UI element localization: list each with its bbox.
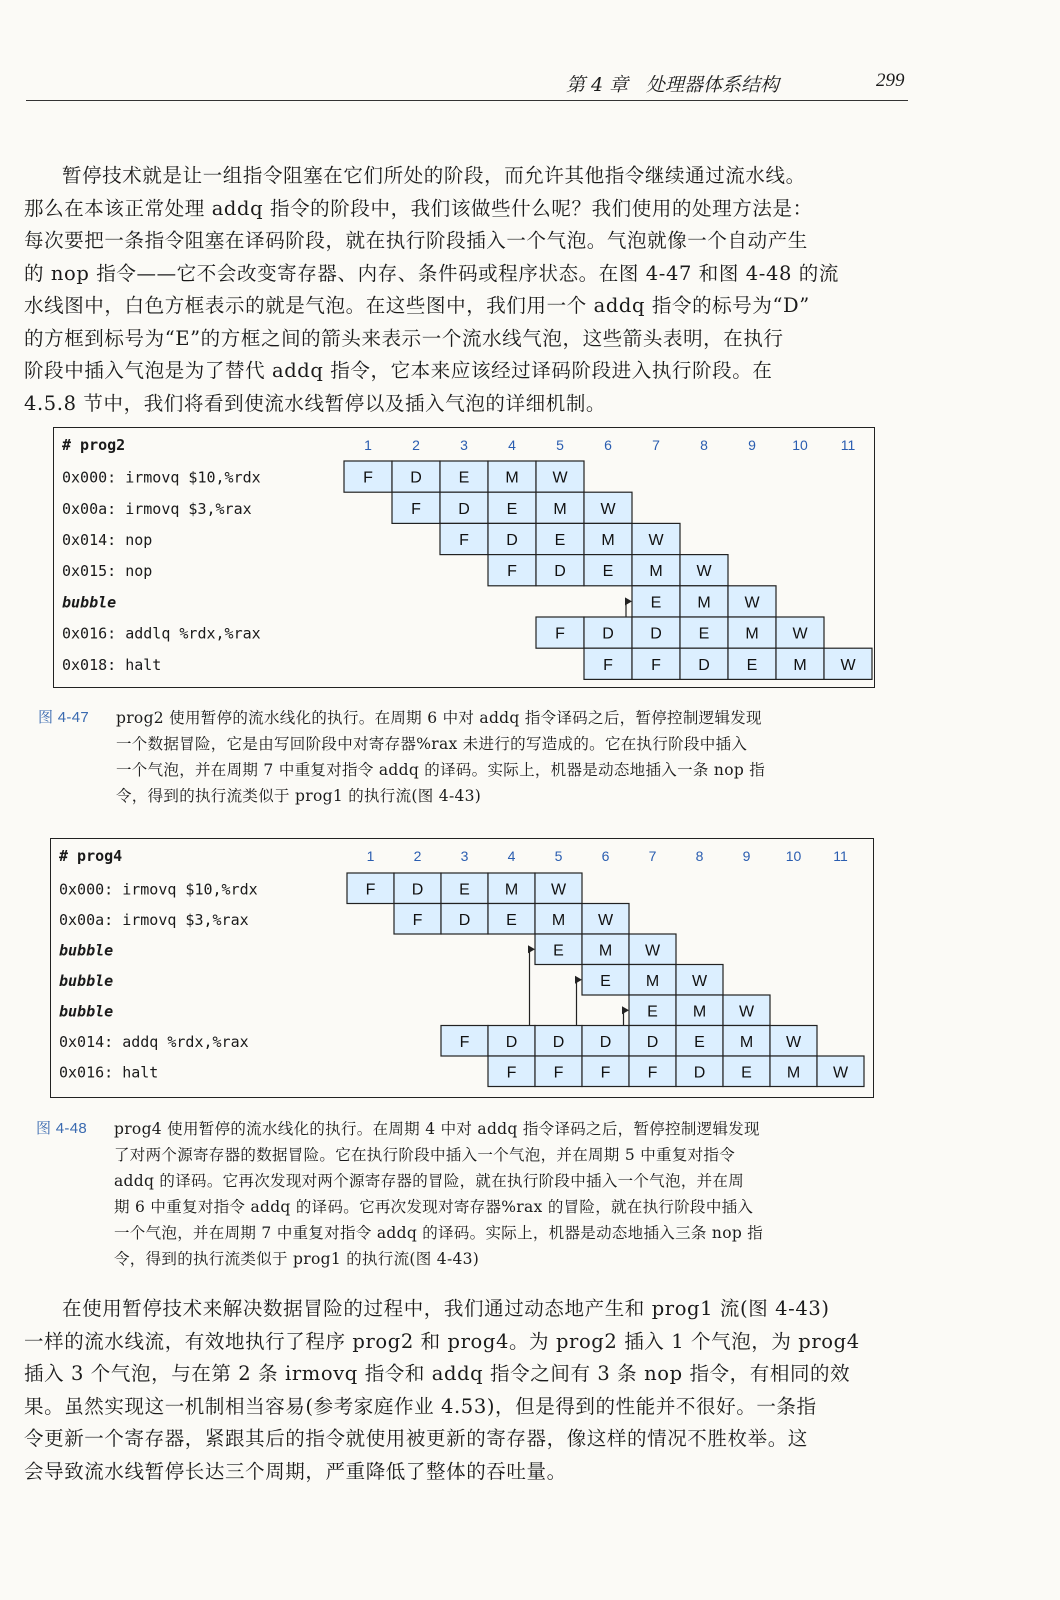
pipeline-stage-label: M xyxy=(793,656,807,674)
cycle-number: 4 xyxy=(508,437,516,453)
cycle-number: 9 xyxy=(748,437,756,453)
pipeline-stage-label: M xyxy=(598,942,613,960)
cycle-number: 5 xyxy=(556,437,564,453)
instruction-code: 0x000: irmovq $10,%rdx xyxy=(62,468,261,487)
cycle-number: 10 xyxy=(792,437,808,453)
pipeline-stage-label: E xyxy=(459,881,470,899)
caption-line: 期 6 中重复对指令 addq 的译码。它再次发现对寄存器%rax 的冒险，就在执行阶段中插入 xyxy=(114,1198,754,1216)
pipeline-stage-label: M xyxy=(505,469,519,487)
pipeline-stage-label: W xyxy=(648,532,664,549)
bubble-arrow xyxy=(625,597,632,617)
program-title: # prog4 xyxy=(59,847,123,865)
pipeline-stage-label: E xyxy=(741,1064,752,1082)
cycle-number: 3 xyxy=(460,848,469,864)
pipeline-stage-label: F xyxy=(459,532,469,549)
pipeline-stage-label: D xyxy=(458,911,471,929)
text-line: 一样的流水线流，有效地执行了程序 prog2 和 prog4。为 prog2 插入 1 个气泡，为 prog4 xyxy=(24,1329,860,1353)
instruction-code: 0x018: halt xyxy=(62,655,162,674)
cycle-number: 3 xyxy=(460,437,468,453)
bubble-arrow xyxy=(622,1006,629,1025)
text-line: 在使用暂停技术来解决数据冒险的过程中，我们通过动态地产生和 prog1 流(图 4-43) xyxy=(62,1297,830,1320)
pipeline-stage-label: F xyxy=(507,563,517,581)
pipeline-stage-label: W xyxy=(550,881,567,899)
pipeline-stage-label: E xyxy=(600,972,611,990)
pipeline-stage-label: F xyxy=(411,500,421,518)
text-line: 会导致流水线暂停长达三个周期，严重降低了整体的吞吐量。 xyxy=(24,1459,567,1483)
pipeline-stage-label: D xyxy=(698,656,710,674)
instruction-code: 0x014: addq %rdx,%rax xyxy=(59,1032,249,1051)
body-paragraph-2 xyxy=(24,1293,910,1488)
cycle-number: 8 xyxy=(700,437,708,453)
pipeline-figure-4-47 xyxy=(53,427,875,688)
pipeline-stage-label: M xyxy=(697,594,711,612)
text-line: 阶段中插入气泡是为了替代 addq 指令，它本来应该经过译码阶段进入执行阶段。在 xyxy=(24,359,773,382)
pipeline-stage-label: F xyxy=(555,625,565,643)
page-number: 299 xyxy=(876,70,905,91)
pipeline-stage-label: W xyxy=(552,469,568,487)
text-line: 果。虽然实现这一机制相当容易(参考家庭作业 4.53)，但是得到的性能并不很好。一条指 xyxy=(24,1394,817,1418)
pipeline-stage-label: W xyxy=(832,1064,849,1082)
pipeline-stage-label: M xyxy=(786,1064,801,1082)
program-title: # prog2 xyxy=(62,436,126,454)
pipeline-stage-label: D xyxy=(410,469,422,487)
caption-line: 一个气泡，并在周期 7 中重复对指令 addq 的译码。实际上，机器是动态地插入一条 nop 指 xyxy=(116,761,766,779)
bubble-label: bubble xyxy=(62,593,117,612)
cycle-number: 1 xyxy=(366,848,375,864)
pipeline-stage-label: M xyxy=(745,625,759,643)
caption-line: 了对两个源寄存器的数据冒险。它在执行阶段中插入一个气泡，并在周期 5 中重复对指令 xyxy=(114,1146,736,1164)
pipeline-stage-label: E xyxy=(650,594,662,612)
caption-line: 一个气泡，并在周期 7 中重复对指令 addq 的译码。实际上，机器是动态地插入三条 nop 指 xyxy=(114,1224,764,1242)
cycle-number: 1 xyxy=(364,437,372,453)
chapter-label: 第 4 章 xyxy=(566,74,629,96)
pipeline-stage-label: W xyxy=(597,911,614,929)
pipeline-stage-label: E xyxy=(458,469,470,487)
instruction-code: 0x014: nop xyxy=(62,531,153,549)
pipeline-stage-label: E xyxy=(553,942,564,960)
pipeline-stage-label: F xyxy=(363,469,373,487)
pipeline-stage-label: F xyxy=(600,1064,611,1082)
text-line: 的方框到标号为“E”的方框之间的箭头来表示一个流水线气泡，这些箭头表明，在执行 xyxy=(24,326,784,350)
pipeline-stage-label: E xyxy=(647,1003,658,1021)
pipeline-stage-label: M xyxy=(692,1003,707,1021)
pipeline-stage-label: D xyxy=(650,625,662,643)
pipeline-stage-label: D xyxy=(506,532,518,549)
text-line: 暂停技术就是让一组指令阻塞在它们所处的阶段，而允许其他指令继续通过流水线。 xyxy=(62,164,806,187)
figure-caption-4-48 xyxy=(36,1116,906,1276)
pipeline-stage-label: M xyxy=(739,1033,754,1051)
cycle-number: 2 xyxy=(413,848,422,864)
caption-line: prog2 使用暂停的流水线化的执行。在周期 6 中对 addq 指令译码之后，暂停控制逻辑发现 xyxy=(116,709,762,727)
pipeline-stage-label: D xyxy=(693,1064,706,1082)
figure-label: 图 4-48 xyxy=(36,1120,87,1137)
cycle-number: 6 xyxy=(601,848,610,864)
caption-line: addq 的译码。它再次发现对两个源寄存器的冒险，就在执行阶段中插入一个气泡，并在周 xyxy=(114,1172,745,1190)
chapter-title: 处理器体系结构 xyxy=(646,74,780,96)
text-line: 4.5.8 节中，我们将看到使流水线暂停以及插入气泡的详细机制。 xyxy=(24,391,607,415)
pipeline-stage-label: F xyxy=(553,1064,564,1082)
instruction-code: 0x00a: irmovq $3,%rax xyxy=(59,910,249,929)
pipeline-stage-label: M xyxy=(645,972,660,990)
pipeline-stage-label: E xyxy=(506,500,518,518)
bubble-label: bubble xyxy=(59,941,114,960)
pipeline-stage-label: F xyxy=(365,881,376,899)
pipeline-stage-label: F xyxy=(412,911,423,929)
pipeline-stage-label: F xyxy=(506,1064,517,1082)
figure-caption-4-47 xyxy=(38,705,908,815)
pipeline-stage-label: M xyxy=(649,563,663,581)
caption-line: 令，得到的执行流类似于 prog1 的执行流(图 4-43) xyxy=(114,1250,480,1268)
pipeline-stage-label: E xyxy=(506,911,517,929)
pipeline-stage-label: F xyxy=(603,656,613,674)
pipeline-stage-label: D xyxy=(552,1033,565,1051)
pipeline-stage-label: W xyxy=(696,563,712,581)
text-line: 令更新一个寄存器，紧跟其后的指令就使用被更新的寄存器，像这样的情况不胜枚举。这 xyxy=(24,1427,808,1450)
pipeline-stage-label: M xyxy=(553,500,567,518)
pipeline-stage-label: W xyxy=(600,500,616,518)
pipeline-stage-label: E xyxy=(746,656,758,674)
bubble-label: bubble xyxy=(59,971,114,990)
instruction-code: 0x016: halt xyxy=(59,1063,159,1082)
pipeline-stage-label: W xyxy=(644,942,661,960)
cycle-number: 2 xyxy=(412,437,420,453)
pipeline-stage-label: D xyxy=(646,1033,659,1051)
pipeline-stage-label: E xyxy=(698,625,710,643)
caption-line: 令，得到的执行流类似于 prog1 的执行流(图 4-43) xyxy=(116,787,482,805)
instruction-code: 0x00a: irmovq $3,%rax xyxy=(62,499,252,518)
instruction-code: 0x016: addlq %rdx,%rax xyxy=(62,624,261,643)
text-line: 的 nop 指令——它不会改变寄存器、内存、条件码或程序状态。在图 4-47 和图 4-48 的流 xyxy=(24,261,839,285)
pipeline-stage-label: D xyxy=(554,563,566,581)
pipeline-stage-label: D xyxy=(411,881,424,899)
pipeline-diagram xyxy=(54,428,874,687)
cycle-number: 11 xyxy=(840,437,856,453)
pipeline-stage-label: F xyxy=(647,1064,658,1082)
body-paragraph-1 xyxy=(24,160,910,420)
figure-label: 图 4-47 xyxy=(38,709,89,726)
cycle-number: 11 xyxy=(833,848,848,864)
cycle-number: 4 xyxy=(507,848,516,864)
caption-line: prog4 使用暂停的流水线化的执行。在周期 4 中对 addq 指令译码之后，暂停控制逻辑发现 xyxy=(114,1120,760,1138)
pipeline-stage-label: W xyxy=(840,656,856,674)
pipeline-stage-label: M xyxy=(504,881,519,899)
cycle-number: 7 xyxy=(648,848,657,864)
running-header xyxy=(26,66,908,101)
cycle-number: 7 xyxy=(652,437,660,453)
pipeline-stage-label: D xyxy=(599,1033,612,1051)
pipeline-stage-label: D xyxy=(505,1033,518,1051)
pipeline-stage-label: W xyxy=(744,594,760,612)
cycle-number: 10 xyxy=(785,848,802,864)
bubble-arrow xyxy=(528,945,535,1025)
pipeline-stage-label: F xyxy=(459,1033,470,1051)
cycle-number: 8 xyxy=(695,848,704,864)
pipeline-stage-label: F xyxy=(651,656,661,674)
text-line: 水线图中，白色方框表示的就是气泡。在这些图中，我们用一个 addq 指令的标号为“D” xyxy=(24,294,810,317)
text-line: 每次要把一条指令阻塞在译码阶段，就在执行阶段插入一个气泡。气泡就像一个自动产生 xyxy=(24,229,808,252)
cycle-number: 6 xyxy=(604,437,612,453)
pipeline-stage-label: E xyxy=(694,1033,705,1051)
pipeline-stage-label: W xyxy=(738,1003,755,1021)
pipeline-stage-label: W xyxy=(792,625,808,643)
pipeline-stage-label: M xyxy=(551,911,566,929)
text-line: 那么在本该正常处理 addq 指令的阶段中，我们该做些什么呢？我们使用的处理方法是： xyxy=(24,196,813,220)
pipeline-stage-label: M xyxy=(601,532,615,549)
bubble-arrow xyxy=(575,976,582,1026)
pipeline-stage-label: W xyxy=(691,972,708,990)
pipeline-stage-label: E xyxy=(554,532,566,549)
text-line: 插入 3 个气泡，与在第 2 条 irmovq 指令和 addq 指令之间有 3 条 nop 指令，有相同的效 xyxy=(24,1362,851,1385)
pipeline-diagram xyxy=(51,839,873,1097)
pipeline-stage-label: D xyxy=(602,625,614,643)
caption-line: 一个数据冒险，它是由写回阶段中对寄存器%rax 未进行的写造成的。它在执行阶段中插入 xyxy=(116,735,748,753)
bubble-label: bubble xyxy=(59,1002,114,1021)
pipeline-stage-label: D xyxy=(458,500,470,518)
pipeline-stage-label: W xyxy=(785,1033,802,1051)
cycle-number: 9 xyxy=(742,848,751,864)
instruction-code: 0x015: nop xyxy=(62,562,153,581)
pipeline-stage-label: E xyxy=(602,563,614,581)
instruction-code: 0x000: irmovq $10,%rdx xyxy=(59,880,258,899)
pipeline-figure-4-48 xyxy=(50,838,874,1098)
cycle-number: 5 xyxy=(554,848,563,864)
